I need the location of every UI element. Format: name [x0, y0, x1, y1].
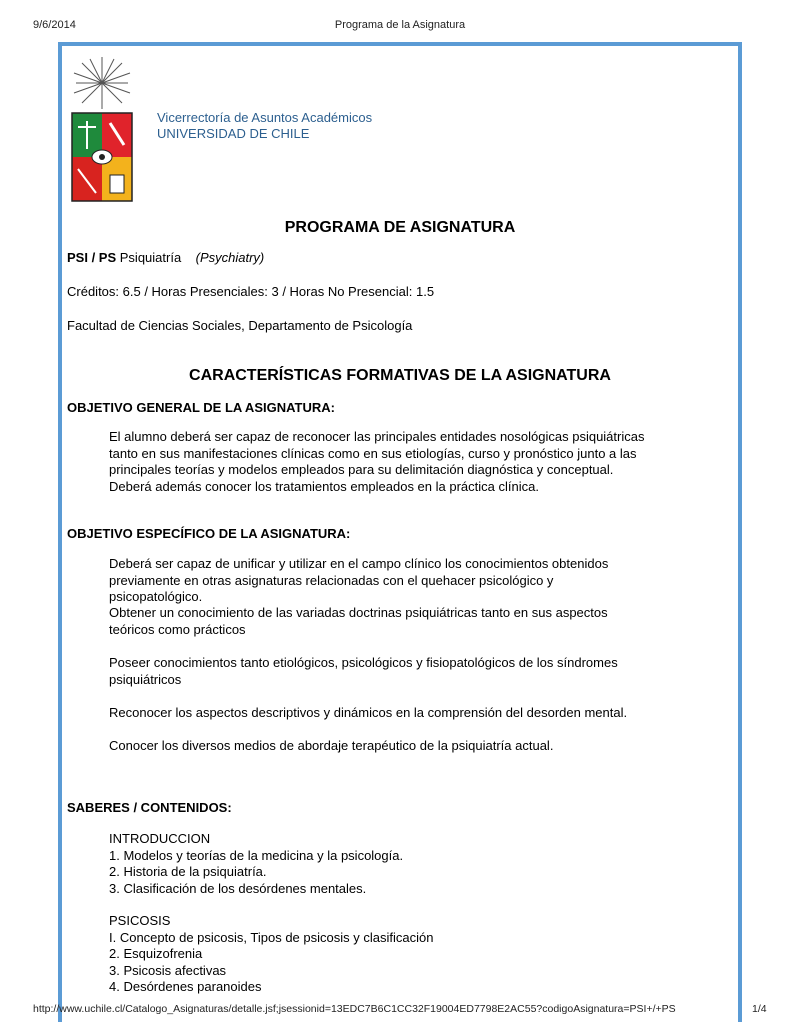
print-page-title: Programa de la Asignatura	[334, 19, 466, 31]
faculty-line: Facultad de Ciencias Sociales, Departamento de Psicología	[67, 318, 413, 333]
specific-objective-item: Poseer conocimientos tanto etiológicos, psicológicos y fisiopatológicos de los síndromes psiquiátricos	[109, 655, 618, 687]
list-item: 3. Psicosis afectivas	[109, 962, 227, 978]
course-line	[67, 250, 264, 265]
university-logo	[70, 57, 134, 203]
contents-psicosis-title: PSICOSIS	[109, 913, 171, 928]
specific-objective-heading: OBJETIVO ESPECÍFICO DE LA ASIGNATURA:	[67, 526, 351, 541]
specific-objective-item: Reconocer los aspectos descriptivos y dinámicos en la comprensión del desorden mental.	[109, 705, 628, 720]
course-name: Psiquiatría	[119, 250, 182, 265]
contents-intro-title: INTRODUCCION	[109, 831, 211, 846]
specific-objective-item: Deberá ser capaz de unificar y utilizar en el campo clínico los conocimientos obtenidos previamente en otras asignaturas relacionadas con el quehacer psicológico y psicopatológico.	[109, 556, 609, 604]
general-objective-text: El alumno deberá ser capaz de reconocer las principales entidades nosológicas psiquiátricas tanto en sus manifestaciones clínicas como en sus etiologías, curso y pronóstico junto a las principales teorías y modelos empleados para su delimitación diagnóstica y conceptual. Deberá además conocer los tratamientos empleados en la práctica clínica.	[109, 429, 645, 494]
institution-line1: Vicerrectoría de Asuntos Académicos	[157, 110, 373, 125]
list-item: 2. Historia de la psiquiatría.	[109, 864, 267, 879]
list-item: 4. Desórdenes paranoides	[109, 979, 262, 994]
credits-line: Créditos: 6.5 / Horas Presenciales: 3 / Horas No Presencial: 1.5	[67, 284, 435, 299]
specific-objective-item: Conocer los diversos medios de abordaje terapéutico de la psiquiatría actual.	[109, 738, 554, 753]
page-number: 1/4	[752, 1003, 767, 1015]
program-title: PROGRAMA DE ASIGNATURA	[284, 219, 516, 236]
institution-line2: UNIVERSIDAD DE CHILE	[157, 126, 310, 141]
list-item: 1. Modelos y teorías de la medicina y la psicología.	[109, 847, 404, 863]
contents-psicosis-list	[109, 913, 433, 996]
institution-name	[157, 110, 372, 142]
general-objective-heading: OBJETIVO GENERAL DE LA ASIGNATURA:	[67, 400, 335, 415]
contents-heading: SABERES / CONTENIDOS:	[67, 800, 232, 815]
specific-objective-item: Obtener un conocimiento de las variadas doctrinas psiquiátricas tanto en sus aspectos teóricos como prácticos	[109, 605, 608, 637]
list-item: 3. Clasificación de los desórdenes mentales.	[109, 880, 367, 896]
contents-intro-list	[109, 831, 403, 897]
footer-url: http://www.uchile.cl/Catalogo_Asignaturas/detalle.jsf;jsessionid=13EDC7B6C1CC32F19004ED7798E2AC55?codigoAsignatura=PSI+/+PS	[33, 1003, 676, 1015]
course-code: PSI / PS	[67, 250, 117, 265]
list-item: I. Concepto de psicosis, Tipos de psicosis y clasificación	[109, 929, 434, 945]
list-item: 2. Esquizofrenia	[109, 946, 203, 961]
print-date: 9/6/2014	[33, 19, 76, 31]
characteristics-title: CARACTERÍSTICAS FORMATIVAS DE LA ASIGNATURA	[189, 367, 611, 384]
course-english-name: (Psychiatry)	[195, 250, 265, 265]
print-header	[0, 0, 800, 31]
